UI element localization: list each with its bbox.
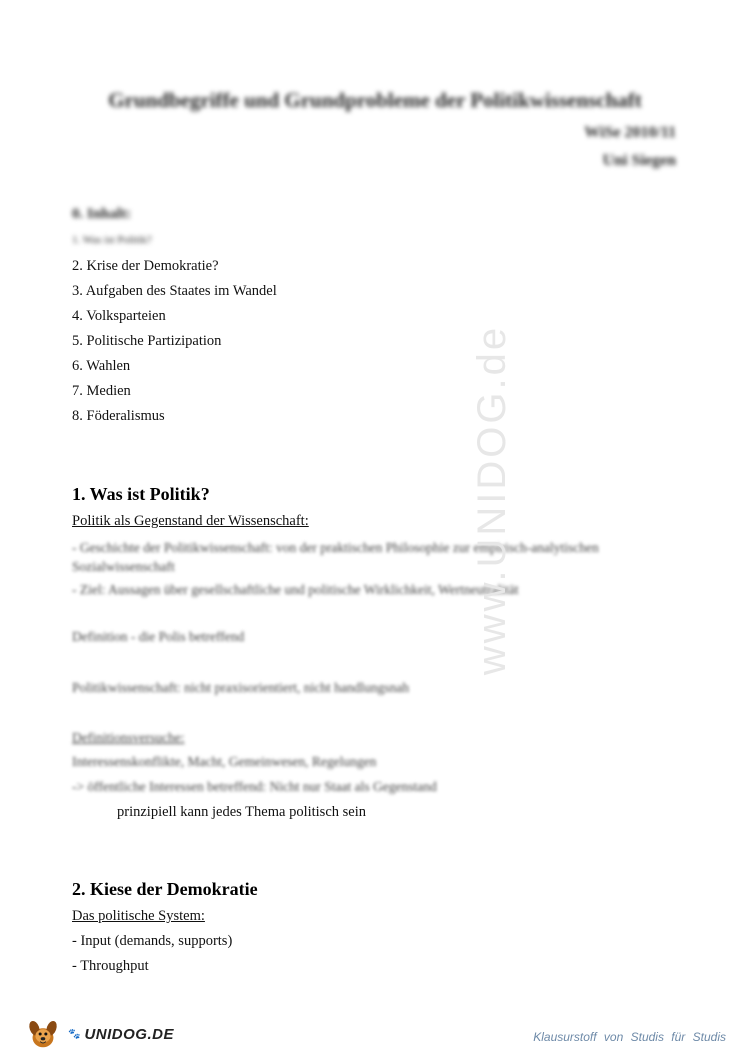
body-line: Politikwissenschaft: nicht praxisorientiert, nicht handlungsnah [72, 680, 410, 695]
toc-item: 6. Wahlen [72, 358, 131, 374]
dog-icon [24, 1015, 62, 1053]
semester-label: WiSe 2010/11 [584, 124, 676, 141]
list-item: - Input (demands, supports) [72, 933, 233, 949]
toc-item: 2. Krise der Demokratie? [72, 258, 219, 274]
university-label: Uni Siegen [602, 152, 676, 169]
toc-heading: 0. Inhalt: [72, 206, 132, 222]
body-line: Definitionsversuche: [72, 730, 185, 745]
body-line: - Geschichte der Politikwissenschaft: von der praktischen Philosophie zur empirisch-analytischen Sozialwissenschaft [72, 540, 599, 574]
body-line: - Ziel: Aussagen über gesellschaftliche und politische Wirklichkeit, Wertneutralität [72, 582, 519, 597]
toc-item: 8. Föderalismus [72, 408, 165, 424]
body-line: -> öffentliche Interessen betreffend: Nicht nur Staat als Gegenstand [72, 779, 437, 794]
toc-item: 7. Medien [72, 383, 131, 399]
section-subheading: Das politische System: [72, 908, 205, 924]
footer-logo[interactable] [24, 1014, 174, 1054]
list-item: - Throughput [72, 958, 149, 974]
watermark: www.UNIDOG.de [470, 324, 514, 676]
body-note: prinzipiell kann jedes Thema politisch sein [117, 804, 366, 820]
section-subheading: Politik als Gegenstand der Wissenschaft: [72, 513, 309, 529]
document-title: Grundbegriffe und Grundprobleme der Politikwissenschaft [108, 88, 642, 112]
toc-item: 4. Volksparteien [72, 308, 166, 324]
body-line: Interessenskonflikte, Macht, Gemeinwesen, Regelungen [72, 754, 377, 769]
paw-icon: 🐾 [68, 1028, 81, 1040]
toc-item: 5. Politische Partizipation [72, 333, 222, 349]
body-line: Definition - die Polis betreffend [72, 629, 245, 644]
toc-item: 1. Was ist Politik? [72, 234, 152, 246]
section-heading: 1. Was ist Politik? [72, 484, 210, 504]
section-heading: 2. Kiese der Demokratie [72, 879, 258, 899]
footer-tagline: Klausurstoff von Studis für Studis [533, 1030, 726, 1044]
toc-item: 3. Aufgaben des Staates im Wandel [72, 283, 277, 299]
brand-name: UNIDOG.DE [84, 1025, 174, 1043]
